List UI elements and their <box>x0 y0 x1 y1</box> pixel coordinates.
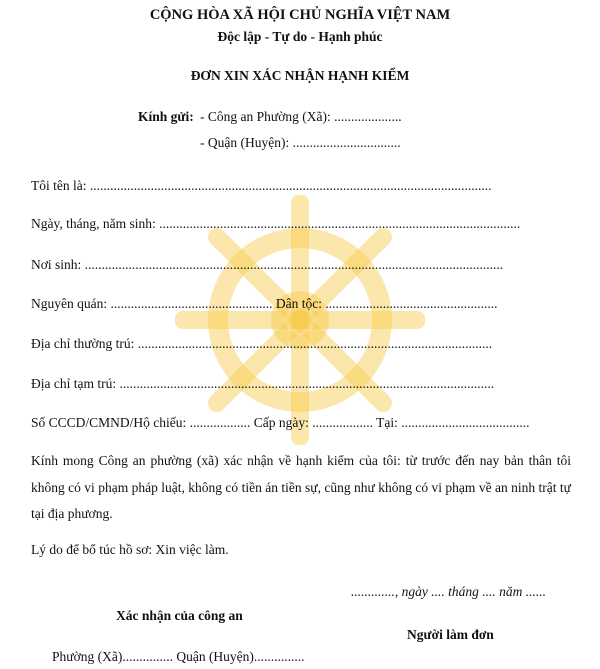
applicant-heading: Người làm đơn <box>407 627 494 642</box>
field-birthplace: Nơi sinh: ............................................................................................................................ <box>31 257 504 272</box>
ship-wheel-watermark-icon <box>175 195 425 445</box>
field-name: Tôi tên là: ....................................................................................................................... <box>31 178 492 193</box>
field-hometown-ethnicity: Nguyên quán: ................................................ Dân tộc: ................................................... <box>31 296 498 311</box>
ward-district-line: Phường (Xã)............... Quận (Huyện)............... <box>52 649 305 664</box>
document-title: ĐƠN XIN XÁC NHẬN HẠNH KIỂM <box>190 68 410 83</box>
field-permanent-address: Địa chỉ thường trú: ......................................................................................................... <box>31 336 493 351</box>
recipient-label: Kính gửi: <box>138 109 194 124</box>
motto: Độc lập - Tự do - Hạnh phúc <box>217 29 383 44</box>
recipient-district: - Quận (Huyện): ................................ <box>200 135 401 150</box>
police-confirmation-heading: Xác nhận của công an <box>116 608 243 623</box>
reason-line: Lý do để bổ túc hồ sơ: Xin việc làm. <box>31 542 229 557</box>
field-temporary-address: Địa chỉ tạm trú: ............................................................................................................... <box>31 376 495 391</box>
recipient-ward: - Công an Phường (Xã): .................... <box>200 109 402 124</box>
request-paragraph: Kính mong Công an phường (xã) xác nhận về hạnh kiểm của tôi: từ trước đến nay bản thân tôi không có vi phạm pháp luật, không có tiền án tiền sự, cũng như không có vi phạm về an ninh trật tự tại địa phương. <box>31 453 571 521</box>
date-line: ............., ngày .... tháng .... năm ...... <box>351 584 546 599</box>
country-heading: CỘNG HÒA XÃ HỘI CHỦ NGHĨA VIỆT NAM <box>149 7 451 23</box>
field-dob: Ngày, tháng, năm sinh: ........................................................................................................... <box>31 216 521 231</box>
field-id-number: Số CCCD/CMND/Hộ chiếu: .................. Cấp ngày: .................. Tại: ...................................... <box>31 415 530 430</box>
